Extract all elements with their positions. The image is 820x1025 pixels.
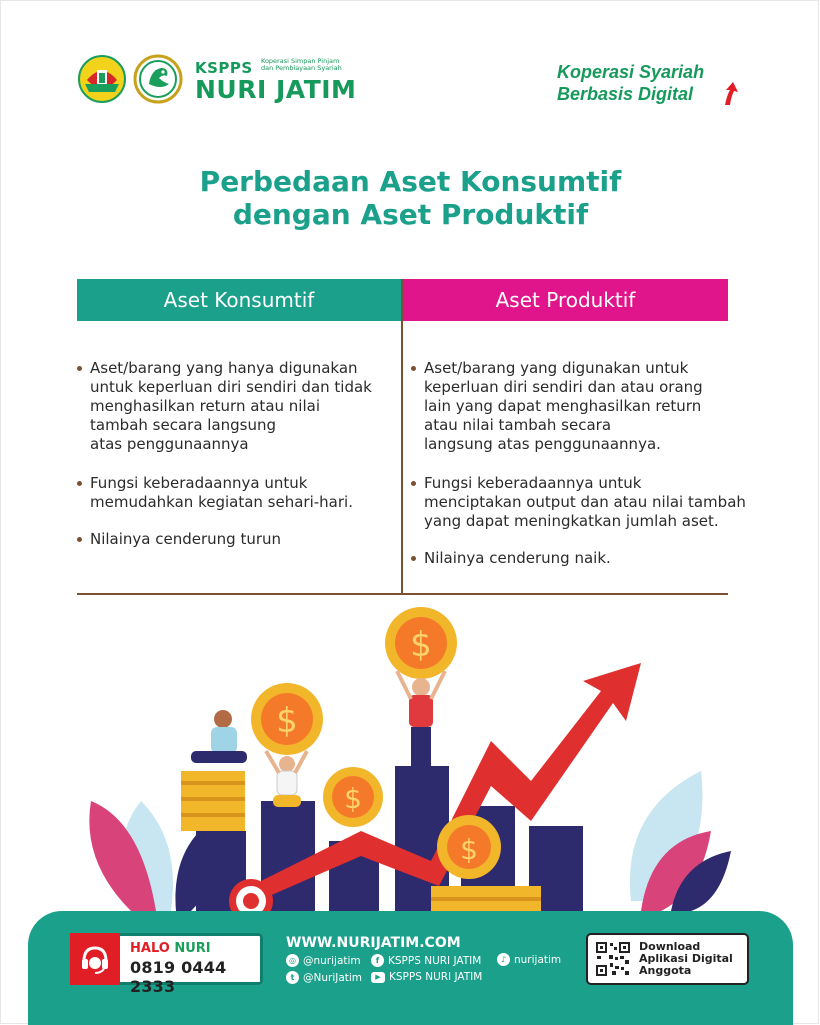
facebook-handle: KSPPS NURI JATIM: [388, 954, 482, 967]
tagline-line-1: Koperasi Syariah: [557, 62, 705, 82]
facebook-icon: f: [371, 954, 384, 967]
instagram-handle: @nurijatim: [303, 954, 361, 967]
brand-name: NURI JATIM: [195, 75, 357, 104]
brand-wordmark: [195, 53, 363, 105]
productive-heading: Aset Produktif: [403, 279, 728, 321]
list-item: Aset/barang yang digunakan untuk keperluan diri sendiri dan atau orang lain yang dapat menghasilkan return atau nilai tambah secara langsung atas penggunaannya.: [411, 359, 751, 454]
headset-icon: [79, 943, 111, 975]
twitter-icon: t: [286, 971, 299, 984]
facebook-link[interactable]: [371, 954, 481, 967]
list-item: Nilainya cenderung naik.: [411, 549, 751, 568]
halo-label: [130, 941, 211, 956]
svg-text:$: $: [344, 782, 362, 815]
halo-nuri-hotline[interactable]: [70, 933, 263, 996]
list-item: Nilainya cenderung turun: [77, 530, 395, 549]
instagram-icon: ◎: [286, 954, 299, 967]
youtube-link[interactable]: [371, 971, 482, 983]
person-sitting: [191, 710, 247, 763]
coin: [251, 683, 323, 755]
tagline-line-2: Berbasis Digital: [557, 84, 694, 104]
tiktok-handle: nurijatim: [514, 953, 562, 966]
hotline-phone[interactable]: 0819 0444 2333: [130, 958, 227, 996]
column-divider: [401, 279, 403, 595]
halo-word: HALO: [130, 941, 170, 956]
consumptive-list: [77, 359, 395, 549]
tiktok-link[interactable]: [497, 953, 561, 966]
download-line-3: Anggota: [639, 964, 692, 977]
download-app-box[interactable]: [586, 933, 749, 985]
qr-code-icon: [595, 941, 631, 977]
coin: [437, 815, 501, 879]
title-line-1: Perbedaan Aset Konsumtif: [199, 165, 622, 198]
halo-nuri-word: NURI: [174, 941, 211, 956]
tagline: [557, 61, 747, 105]
person-holding-coin: [397, 671, 445, 767]
nuri-bird-logo-icon: [133, 54, 183, 104]
brand-subtitle-line-1: Koperasi Simpan Pinjam: [261, 57, 340, 65]
up-arrow-icon: [721, 81, 739, 107]
brand-subtitle: [261, 58, 342, 72]
title-line-2: dengan Aset Produktif: [232, 198, 589, 231]
instagram-link[interactable]: [286, 954, 361, 967]
consumptive-heading: Aset Konsumtif: [77, 279, 401, 321]
province-emblem-icon: [77, 54, 127, 104]
website-link[interactable]: WWW.NURIJATIM.COM: [286, 935, 461, 951]
page-title: [1, 165, 820, 231]
person-cheering: [266, 751, 307, 807]
svg-text:$: $: [410, 625, 432, 665]
footer-bar: [28, 911, 793, 1025]
twitter-link[interactable]: [286, 971, 362, 984]
coin: [385, 607, 457, 679]
svg-text:$: $: [460, 833, 478, 866]
twitter-handle: @NuriJatim: [303, 971, 363, 984]
list-item: Fungsi keberadaannya untuk menciptakan output dan atau nilai tambah yang dapat meningkatkan jumlah aset.: [411, 474, 751, 531]
logo-area: [77, 53, 363, 105]
brand-short: KSPPS: [195, 59, 253, 77]
download-line-1: Download: [639, 940, 701, 953]
growth-illustration: [61, 601, 761, 921]
svg-text:$: $: [276, 701, 298, 741]
tiktok-icon: ♪: [497, 953, 510, 966]
list-item: Fungsi keberadaannya untuk memudahkan kegiatan sehari-hari.: [77, 474, 395, 512]
table-bottom-rule: [77, 593, 728, 595]
list-item: Aset/barang yang hanya digunakan untuk keperluan diri sendiri dan tidak menghasilkan return atau nilai tambah secara langsung atas penggunaannya: [77, 359, 395, 454]
download-text: [639, 941, 733, 977]
youtube-icon: ▶: [371, 972, 385, 983]
leaf-right: [630, 771, 731, 911]
youtube-handle: KSPPS NURI JATIM: [389, 971, 483, 983]
brand-subtitle-line-2: dan Pembiayaan Syariah: [261, 64, 342, 72]
coin: [323, 767, 383, 827]
download-line-2: Aplikasi Digital: [639, 952, 733, 965]
productive-list: [411, 359, 751, 568]
